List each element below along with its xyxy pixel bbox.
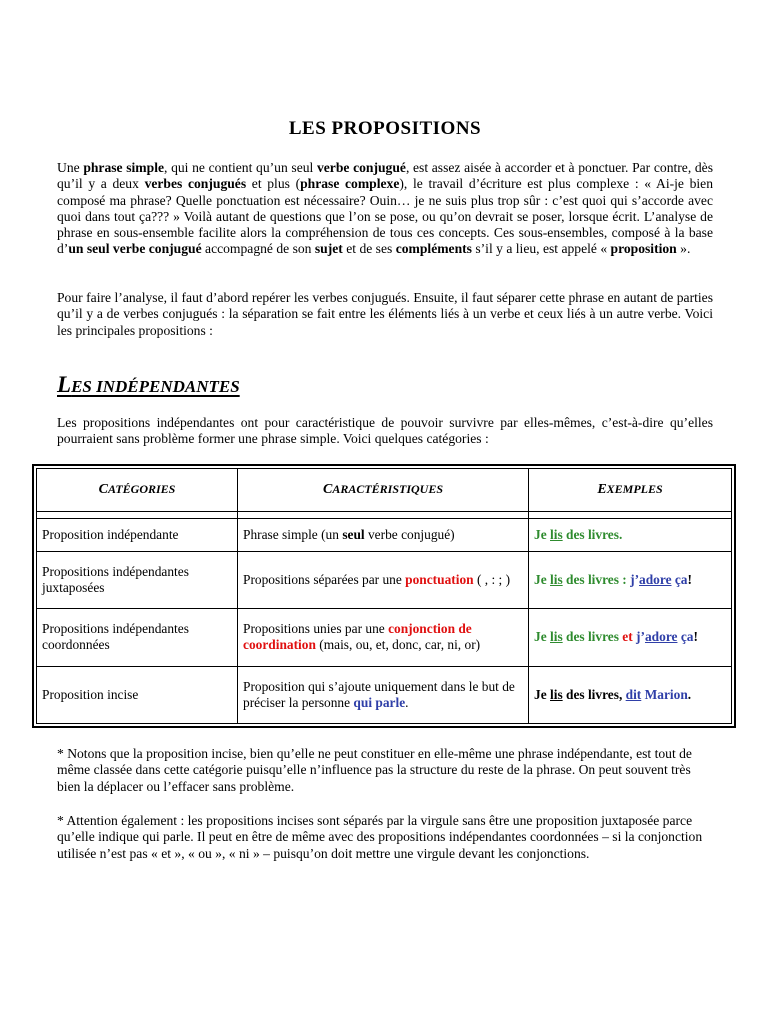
note-incise: * Notons que la proposition incise, bien qu’elle ne peut constituer en elle-même une phrase indépendante, est tout de même classée dans cette catégorie puisqu’elle n’influence pas la structure du reste de la phrase. On peut souvent très bien la déplacer ou l’effacer sans problème. [57, 746, 692, 794]
characteristic-cell: Propositions unies par une conjonction de coordination (mais, ou, et, donc, car, ni, or) [238, 609, 529, 666]
table-header-row [37, 469, 732, 512]
page-title: LES PROPOSITIONS [288, 118, 482, 139]
header-examples [529, 469, 732, 512]
table-spacer-row [37, 512, 732, 519]
section-heading [57, 372, 240, 398]
category-cell: Propositions indépendantes coordonnées [37, 609, 238, 666]
table-row [37, 609, 732, 666]
bold-term: phrase complexe [300, 176, 400, 192]
example-cell: Je lis des livres et j’adore ça! [529, 609, 732, 666]
text: accompagné de son [201, 241, 315, 257]
propositions-table [36, 468, 732, 724]
section-intro-paragraph: Les propositions indépendantes ont pour caractéristique de pouvoir survivre par elles-mêmes, c’est-à-dire qu’elles pourraient sans problème former une phrase simple. Voici quelques catégories : [57, 415, 713, 447]
bold-term: verbe conjugué [316, 160, 406, 175]
table-row [37, 519, 732, 552]
header-initial: E [597, 482, 607, 497]
heading-initial: L [57, 372, 72, 397]
category-cell: Proposition indépendante [37, 519, 238, 552]
example-cell: Je lis des livres, dit Marion. [529, 666, 732, 723]
propositions-table-frame [32, 464, 736, 728]
bold-term: proposition [610, 241, 677, 257]
header-rest: ATÉGORIES [107, 482, 176, 496]
text: , qui ne contient qu’un seul [164, 160, 317, 175]
text: Une [57, 160, 84, 175]
text: s’il y a lieu, est appelé « [471, 241, 611, 257]
header-rest: XEMPLES [606, 482, 663, 496]
bold-term: phrase simple [83, 160, 165, 175]
text: ». [676, 241, 691, 257]
text: , est assez aisée à accorder et à ponctuer. Par contre, dès qu’il y a deux [57, 160, 714, 192]
characteristic-cell: Phrase simple (un seul verbe conjugué) [238, 519, 529, 552]
intro-paragraph [57, 160, 713, 258]
bold-term: compléments [395, 241, 472, 257]
analysis-paragraph: Pour faire l’analyse, il faut d’abord repérer les verbes conjugués. Ensuite, il faut séparer cette phrase en autant de parties qu’il y a de verbes conjugués : la séparation se fait entre les éléments liés à un verbe et ceux liés à un autre verbe. Voici les principales propositions : [57, 290, 713, 338]
header-categories [37, 469, 238, 512]
category-cell: Propositions indépendantes juxtaposées [37, 551, 238, 608]
bold-term: un seul verbe conjugué [68, 241, 202, 257]
bold-term: sujet [314, 241, 343, 257]
header-characteristics [238, 469, 529, 512]
header-initial: C [322, 482, 333, 497]
table-row [37, 551, 732, 608]
text: et plus ( [246, 176, 301, 192]
example-cell: Je lis des livres. [529, 519, 732, 552]
heading-rest: ES INDÉPENDANTES [71, 377, 240, 396]
category-cell: Proposition incise [37, 666, 238, 723]
table-row [37, 666, 732, 723]
text: ), le travail d’écriture est plus complexe : « Ai-je bien composé ma phrase? Quelle ponctuation est nécessaire? Ouin… je ne suis plus trop sûr : c’est quoi qui s’accorde avec quoi dans tout ça??? » Voilà autant de questions que l’on se pose, ou qu’on devrait se poser, lorsque écrit. L’analyse de phrase en sous-ensemble facilite alors la compréhension de tous ces concepts. Ces sous-ensembles, composé à la base d’ [57, 176, 713, 257]
text: et de ses [342, 241, 396, 257]
header-rest: ARACTÉRISTIQUES [332, 482, 444, 496]
example-cell: Je lis des livres : j’adore ça! [529, 551, 732, 608]
header-initial: C [98, 482, 108, 497]
characteristic-cell: Proposition qui s’ajoute uniquement dans le but de préciser la personne qui parle. [238, 666, 529, 723]
bold-term: verbes conjugués [144, 176, 247, 192]
note-attention: * Attention également : les propositions incises sont séparés par la virgule sans être une proposition juxtaposée parce qu’elle indique qui parle. Il peut en être de même avec des propositions indépendantes coordonnées – si la conjonction utilisée n’est pas « et », « ou », « ni » – puisqu’on doit mettre une virgule devant les conjonctions. [57, 813, 703, 861]
characteristic-cell: Propositions séparées par une ponctuation ( , : ; ) [238, 551, 529, 608]
